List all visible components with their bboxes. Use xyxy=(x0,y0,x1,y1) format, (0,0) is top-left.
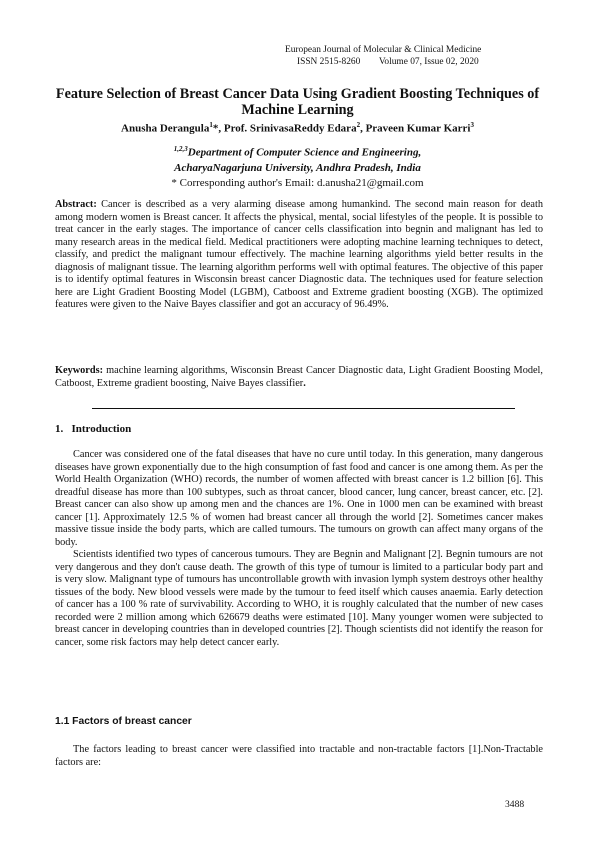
abstract xyxy=(55,199,543,312)
author-mark: * xyxy=(212,122,219,135)
section-divider xyxy=(92,408,515,409)
paper-title: Feature Selection of Breast Cancer Data Using Gradient Boosting Techniques of Machine Learning xyxy=(55,86,540,118)
section-heading-introduction: 1. Introduction xyxy=(55,423,132,435)
affiliation-block xyxy=(40,142,555,191)
keywords-end: . xyxy=(303,377,306,389)
paragraph: Scientists identified two types of cancerous tumours. They are Begnin and Malignant [2]. Begnin tumours are not very dangerous and they don't cause death. The growth of this type of tumour is limited to a particular body part and is very slow. Malignant type of tumours has uncontrollable growth with invasion lymph system destroys other healthy tissues of the body. New blood vessels were made by the tumour to feed itself which causes anaemia. Early detection of cancer has a 100 % rate of survivability. According to WHO, it is roughly calculated that the number of new cases recorded were 2 million among which 626679 deaths were estimated [10]. Many younger women were subjected to breast cancer in developing countries than in developed countries [2]. Though scientists did not identify the reason for cancer, some risk factors may help detect cancer early. xyxy=(55,549,543,648)
abstract-text: Cancer is described as a very alarming disease among humankind. The second main reason for death among modern women is Breast cancer. It affects the physical, mental, social lifestyles of the people. It is possible to treat cancer in the early stages. The importance of cancer cells classification into begnin and malignant has led to many research areas in the medical field. Medical practitioners were adopting machine learning techniques to detect, classify, and predict the malignant tumour effectively. The machine learning algorithms yield better results in the diagnosis of malignant tissue. The learning algorithm performs well with optimal features. The objective of this paper is to identify optimal features in Wisconsin breast cancer Diagnostic data. The techniques used for feature selection here are Light Gradient Boosting Model (LGBM), Catboost and Extreme gradient boosting (XGB). The optimized features were given to the Naive Bayes classifier and got an accuracy of 96.49%. xyxy=(55,199,543,310)
keywords xyxy=(55,365,543,390)
keywords-text: machine learning algorithms, Wisconsin Breast Cancer Diagnostic data, Light Gradient Boosting Model, Catboost, Extreme gradient boosting, Naive Bayes classifier xyxy=(55,365,543,389)
factors-body xyxy=(55,744,543,769)
paragraph: The factors leading to breast cancer were classified into tractable and non-tractable factors [1].Non-Tractable factors are: xyxy=(55,744,543,768)
subsection-heading-factors: 1.1 Factors of breast cancer xyxy=(55,716,192,727)
introduction-body xyxy=(55,449,543,649)
author-sup: 3 xyxy=(470,121,474,129)
keywords-label: Keywords: xyxy=(55,365,104,376)
author-name: Praveen Kumar Karri xyxy=(365,122,471,135)
paragraph: Cancer was considered one of the fatal diseases that have no cure until today. In this generation, many dangerous diseases have grown exponentially due to the high consumption of fast food and cancer is one among them. As per the World Health Organization (WHO) records, the number of women affected with breast cancer is 1.2 billion [6]. This dreadful disease has more than 100 subtypes, such as throat cancer, blood cancer, lung cancer, breast cancer, etc. [2]. Breast cancer can also show up among men and the chances are 1%. One in 1000 men can be examined with breast cancer [1]. Approximately 12.5 % of women had breast cancer all through the world [2]. Sometimes cancer makes massive tissue inside the body parts, which are called tumours. The tumours on growth can affect many organs of the body. xyxy=(55,449,543,548)
author-sup: 1 xyxy=(209,121,213,129)
issn-volume-line: ISSN 2515-8260 Volume 07, Issue 02, 2020 xyxy=(297,57,479,67)
affiliation-sup: 1,2,3 xyxy=(173,145,188,153)
affiliation-line-1: $^{1,2,3}$Department of Computer Science and Engineering, xyxy=(173,145,422,159)
abstract-label: Abstract: xyxy=(55,199,97,210)
affiliation-line-2: AcharyaNagarjuna University, Andhra Pradesh, India xyxy=(174,161,421,174)
author-name: Anusha Derangula xyxy=(121,122,210,135)
author-list: Anusha Derangula$^1$*, Prof. SrinivasaReddy Edara$^2$, Praveen Kumar Karri$^3$ xyxy=(121,121,474,135)
journal-header xyxy=(285,44,481,68)
journal-name: European Journal of Molecular & Clinical Medicine xyxy=(285,45,482,55)
author-name: Prof. SrinivasaReddy Edara xyxy=(223,122,357,135)
page-number: 3488 xyxy=(505,799,525,810)
author-sup: 2 xyxy=(356,121,361,129)
corresponding-email: * Corresponding author's Email: d.anusha21@gmail.com xyxy=(171,176,424,189)
